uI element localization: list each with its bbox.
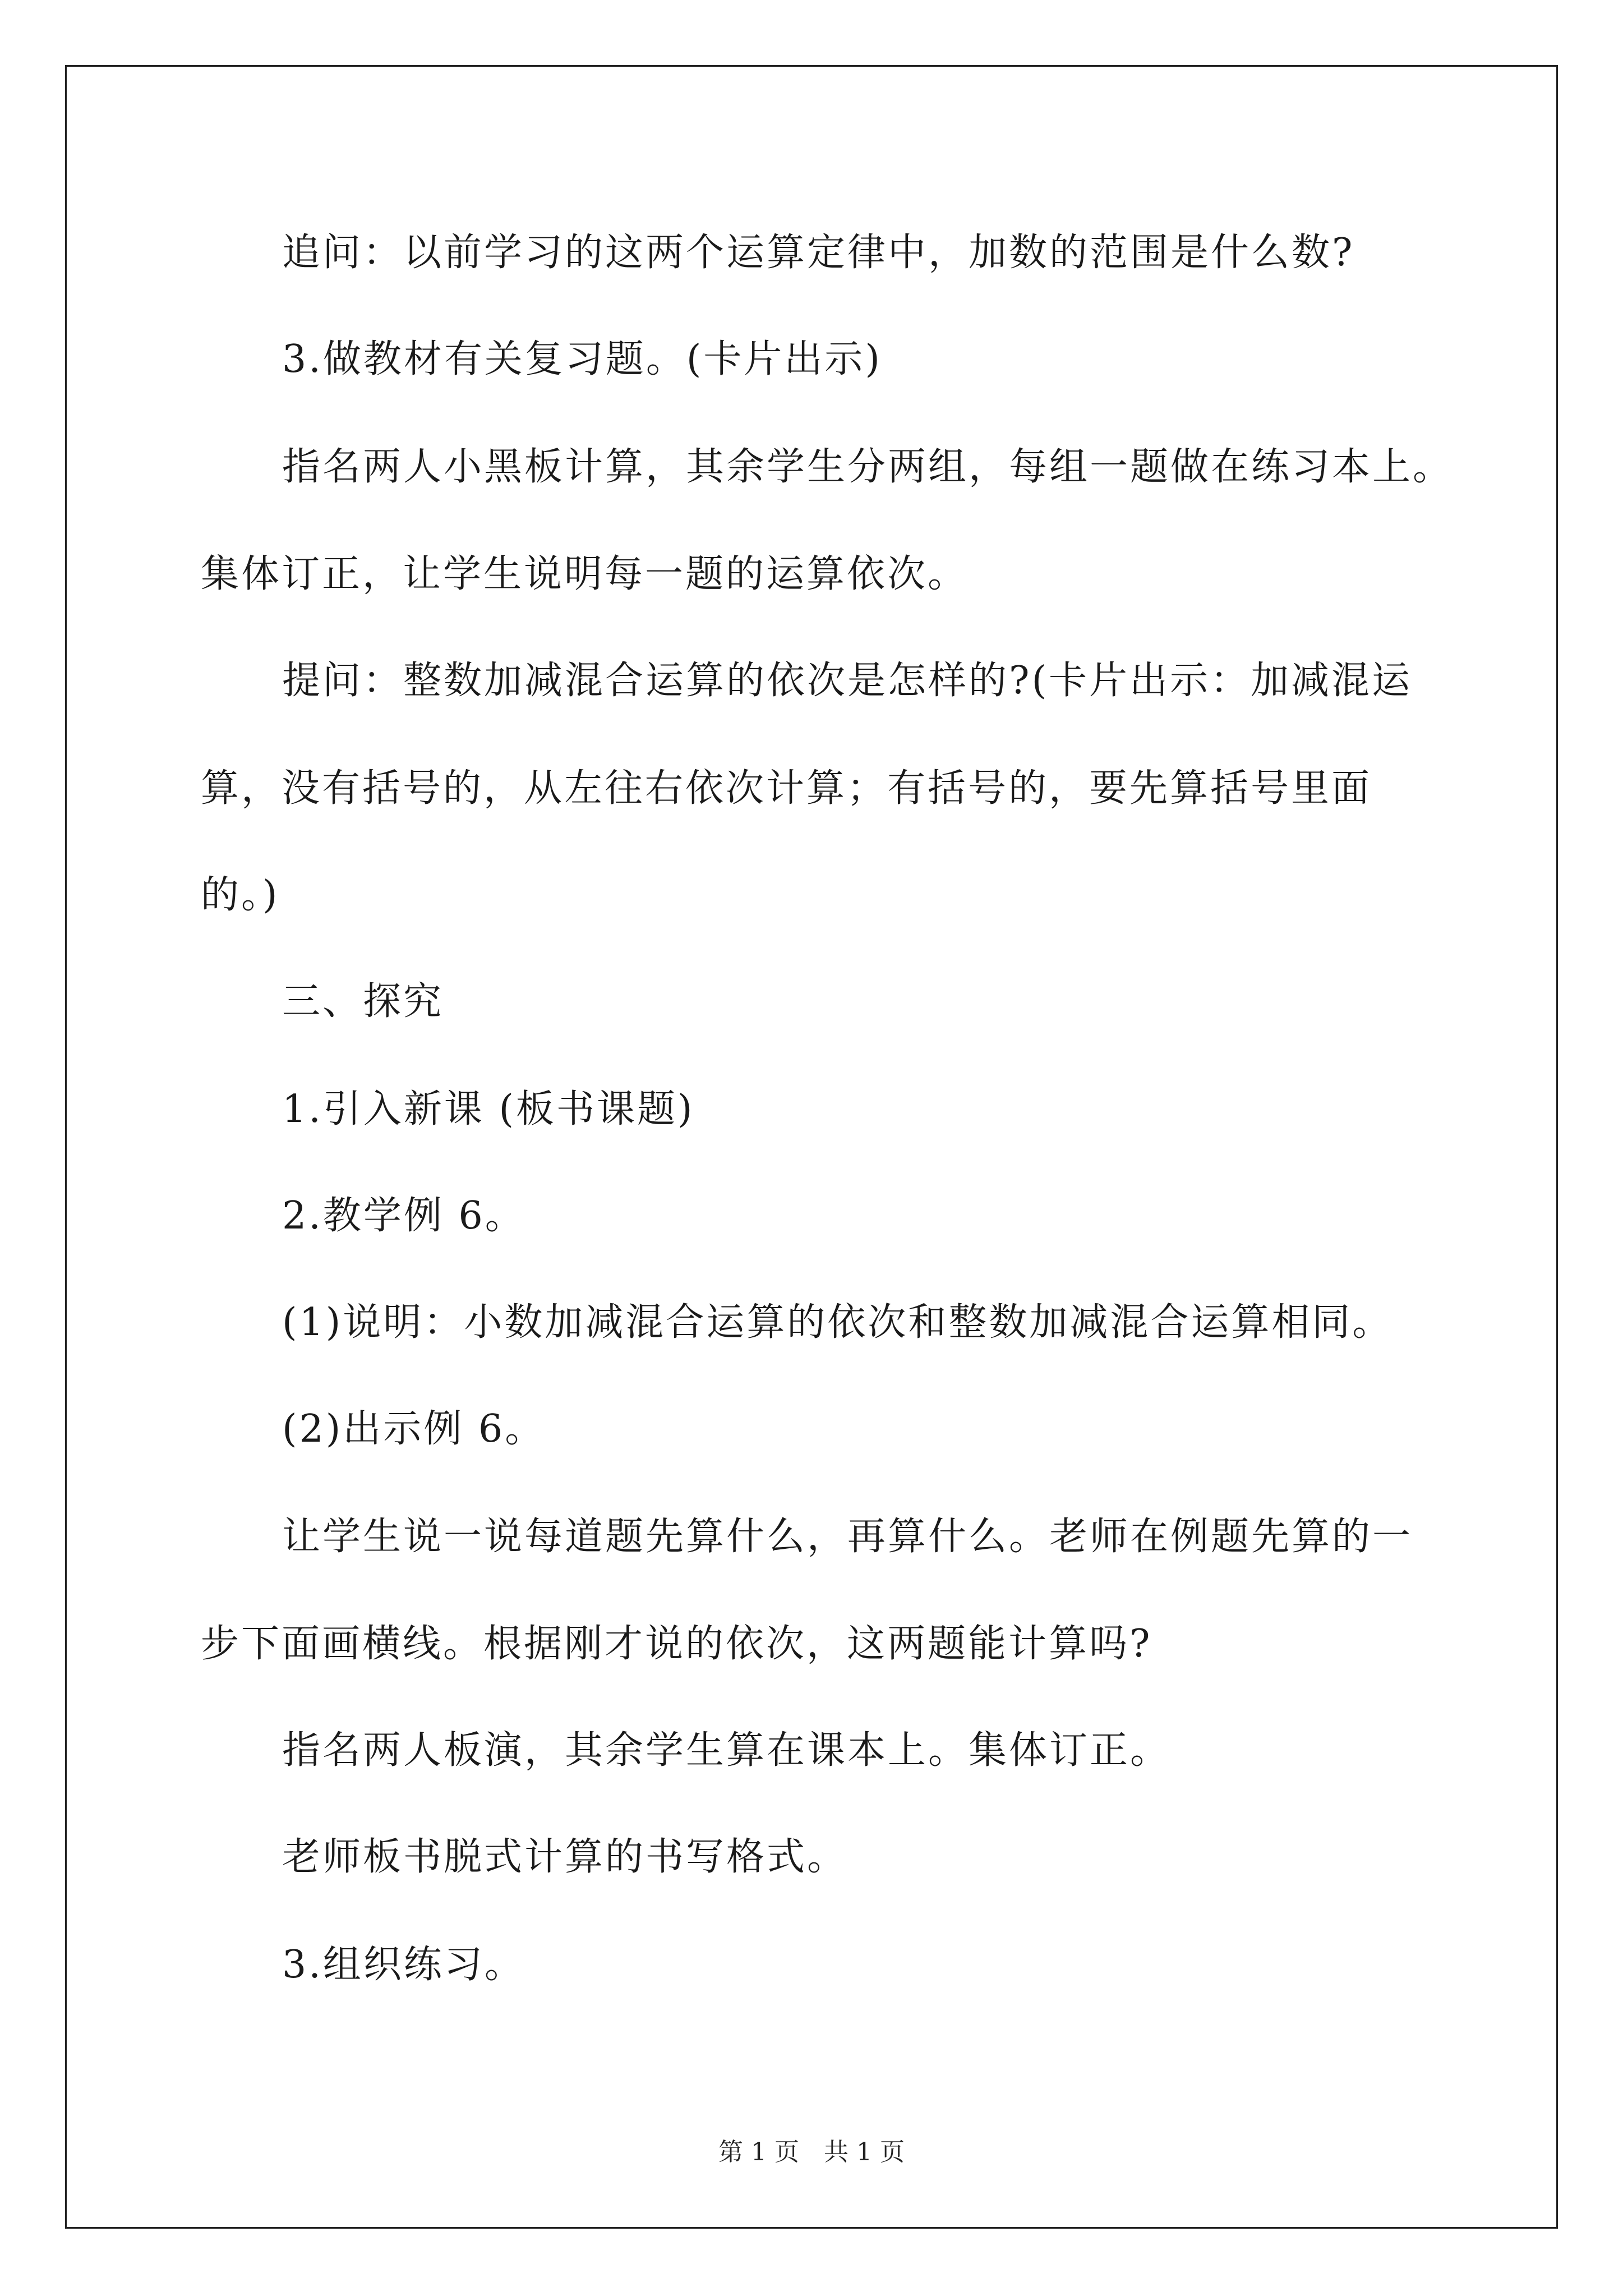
paragraph: 提问：整数加减混合运算的依次是怎样的?(卡片出示：加减混运: [282, 659, 1412, 703]
page-number-footer: 第 1 页 共 1 页: [718, 2138, 905, 2166]
paragraph: 2.教学例 6。: [282, 1194, 525, 1238]
paragraph: 算，没有括号的，从左往右依次计算；有括号的，要先算括号里面: [201, 766, 1372, 811]
document-body: [201, 0, 1496, 2296]
paragraph: 1.引入新课 (板书课题): [282, 1087, 695, 1131]
paragraph: 集体订正，让学生说明每一题的运算依次。: [201, 552, 969, 596]
paragraph: 的。): [201, 873, 280, 917]
paragraph: 老师板书脱式计算的书写格式。: [282, 1835, 848, 1879]
paragraph: 3.组织练习。: [282, 1943, 525, 1987]
paragraph: (2)出示例 6。: [282, 1407, 546, 1451]
section-heading: 三、探究: [282, 979, 444, 1024]
paragraph: 指名两人小黑板计算，其余学生分两组，每组一题做在练习本上。: [282, 445, 1454, 489]
paragraph: 3.做教材有关复习题。(卡片出示): [282, 337, 882, 381]
paragraph: 指名两人板演，其余学生算在课本上。集体订正。: [282, 1728, 1171, 1773]
paragraph: 让学生说一说每道题先算什么，再算什么。老师在例题先算的一: [282, 1515, 1413, 1559]
paragraph: (1)说明：小数加减混合运算的依次和整数加减混合运算相同。: [282, 1300, 1393, 1345]
paragraph: 步下面画横线。根据刚才说的依次，这两题能计算吗?: [201, 1622, 1152, 1666]
paragraph: 追问：以前学习的这两个运算定律中，加数的范围是什么数?: [282, 231, 1355, 275]
